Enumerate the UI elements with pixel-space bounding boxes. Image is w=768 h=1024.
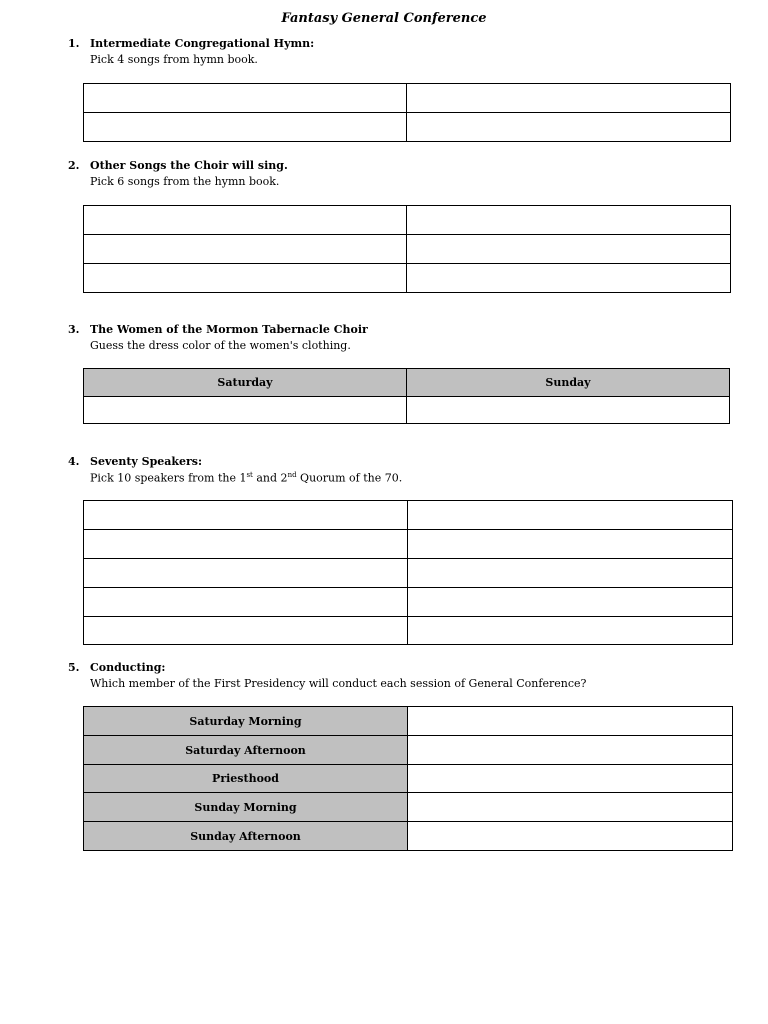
session-label: Sunday Morning (84, 793, 408, 822)
table-cell[interactable] (84, 617, 408, 645)
table-cell[interactable] (407, 397, 730, 424)
table-cell[interactable] (408, 736, 733, 765)
column-header-sunday: Sunday (407, 369, 730, 397)
session-label: Saturday Afternoon (84, 736, 408, 765)
table-cell[interactable] (408, 501, 733, 530)
section-heading: The Women of the Mormon Tabernacle Choir (90, 323, 368, 336)
table-cell[interactable] (84, 235, 407, 264)
table-cell[interactable] (407, 235, 731, 264)
choir-songs-table (83, 205, 731, 293)
page-title: Fantasy General Conference (281, 11, 487, 26)
hymn-table (83, 83, 731, 142)
table-cell[interactable] (407, 206, 731, 235)
table-cell[interactable] (407, 113, 731, 142)
section-heading: Seventy Speakers: (90, 455, 203, 468)
section-instruction: Guess the dress color of the women's clothing. (90, 339, 351, 352)
table-cell[interactable] (408, 765, 733, 793)
section-instruction: Pick 10 speakers from the 1st and 2nd Quorum of the 70. (90, 471, 403, 485)
table-cell[interactable] (408, 793, 733, 822)
table-cell[interactable] (407, 264, 731, 293)
table-cell[interactable] (407, 84, 731, 113)
section-number: 5. (68, 661, 80, 674)
section-number: 4. (68, 455, 80, 468)
section-heading: Conducting: (90, 661, 166, 674)
section-instruction: Pick 6 songs from the hymn book. (90, 175, 280, 188)
dress-color-table (83, 368, 730, 424)
column-header-saturday: Saturday (84, 369, 407, 397)
seventy-speakers-table (83, 500, 733, 645)
conducting-table (83, 706, 733, 851)
table-cell[interactable] (408, 530, 733, 559)
section-heading: Other Songs the Choir will sing. (90, 159, 288, 172)
table-cell[interactable] (84, 206, 407, 235)
table-cell[interactable] (84, 264, 407, 293)
session-label: Saturday Morning (84, 707, 408, 736)
table-cell[interactable] (84, 113, 407, 142)
table-cell[interactable] (84, 559, 408, 588)
section-number: 3. (68, 323, 80, 336)
section-number: 2. (68, 159, 80, 172)
table-cell[interactable] (84, 588, 408, 617)
table-cell[interactable] (408, 707, 733, 736)
table-cell[interactable] (408, 617, 733, 645)
table-cell[interactable] (408, 588, 733, 617)
session-label: Priesthood (84, 765, 408, 793)
table-cell[interactable] (84, 397, 407, 424)
session-label: Sunday Afternoon (84, 822, 408, 851)
table-cell[interactable] (84, 530, 408, 559)
table-cell[interactable] (84, 501, 408, 530)
table-cell[interactable] (84, 84, 407, 113)
table-cell[interactable] (408, 559, 733, 588)
table-cell[interactable] (408, 822, 733, 851)
section-instruction: Which member of the First Presidency will conduct each session of General Conference? (90, 677, 587, 690)
section-instruction: Pick 4 songs from hymn book. (90, 53, 258, 66)
section-heading: Intermediate Congregational Hymn: (90, 37, 315, 50)
section-number: 1. (68, 37, 80, 50)
